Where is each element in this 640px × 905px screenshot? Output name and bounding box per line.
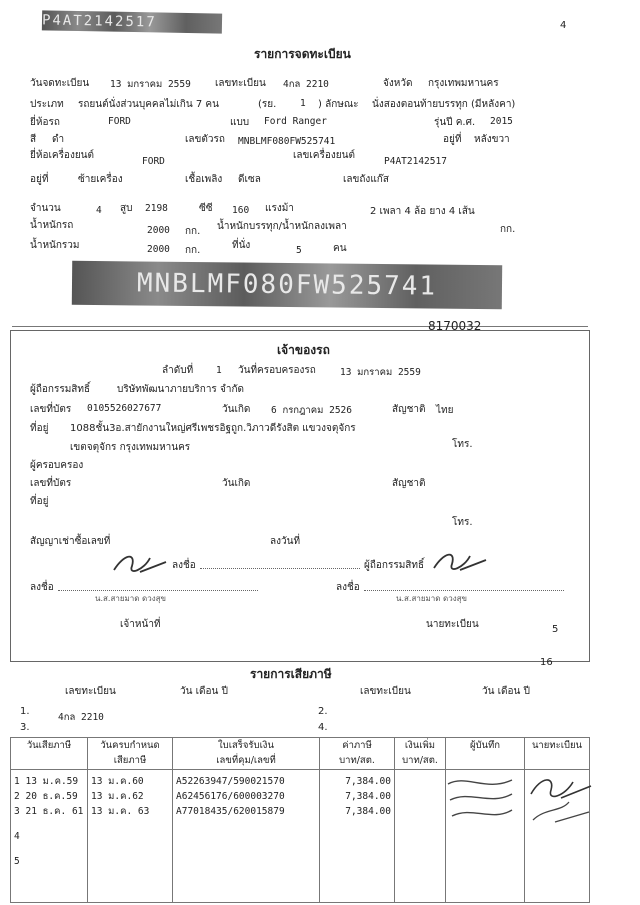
recorder-stamps: [446, 772, 516, 832]
tax-header-amount: ค่าภาษี บาท/สต.: [320, 738, 395, 770]
mark-5: 5: [552, 624, 559, 635]
sign-line-1: [200, 568, 360, 569]
sign-label-2: ลงชื่อ: [30, 582, 54, 593]
owner-title: เจ้าของรถ: [277, 343, 330, 357]
tax-row-1-due: 13 ม.ค.60: [91, 776, 144, 787]
color: ดำ: [52, 134, 65, 145]
gross-kg: กก.: [185, 245, 201, 256]
tax-header-recorder: ผู้บันทึก: [446, 738, 525, 770]
owner-frame: [10, 330, 590, 662]
tax-title: รายการเสียภาษี: [250, 667, 332, 681]
type-label: ประเภท: [30, 99, 64, 110]
reg-date-label: วันจดทะเบียน: [30, 78, 90, 89]
cc: 2198: [145, 203, 168, 214]
address-line-1: 1088ชั้น3อ.สายักงานใหญ่ศรีเพชรอิฐถูก.วิภาวดีรังสิต แขวงจตุจักร: [70, 423, 356, 434]
year-label: รุ่นปี ค.ศ.: [434, 117, 476, 128]
sign-label-1: ลงชื่อ: [172, 560, 196, 571]
tax-row-2-paid: 2 20 ธ.ค.59: [14, 791, 78, 802]
brand-label: ยี่ห้อรถ: [30, 117, 60, 128]
tax-date-label-2: วัน เดือน ปี: [482, 686, 530, 697]
possessor-label: ผู้ครอบครอง: [30, 460, 84, 471]
engine-loc: ซ้ายเครื่อง: [78, 174, 123, 185]
engine-no: P4AT2142517: [384, 156, 447, 167]
tax-row-1-paid: 1 13 ม.ค.59: [14, 776, 79, 787]
registrar-name: น.ส.สายมาด ดวงสุข: [396, 594, 467, 603]
holder-signature: [430, 546, 490, 576]
tax-list-n-2: 2.: [318, 706, 328, 717]
engine-no-label: เลขเครื่องยนต์: [293, 150, 355, 161]
officer-role: เจ้าหน้าที่: [120, 619, 161, 630]
model-label: แบบ: [230, 117, 250, 128]
qty-label: จำนวน: [30, 203, 61, 214]
nation: ไทย: [436, 405, 454, 416]
section-divider: [12, 326, 588, 327]
tax-row-2-amount: 7,384.00: [345, 791, 391, 802]
seats: 5: [296, 245, 302, 256]
nation-label: สัญชาติ: [392, 404, 426, 415]
birth: 6 กรกฎาคม 2526: [271, 405, 352, 416]
cylinders: 4: [96, 205, 102, 216]
sign-holder-label: ผู้ถือกรรมสิทธิ์: [364, 560, 425, 571]
tax-row-1-amount: 7,384.00: [345, 776, 391, 787]
id-label: เลขที่บัตร: [30, 404, 72, 415]
weight-label: น้ำหนักรถ: [30, 220, 74, 231]
province: กรุงเทพมหานคร: [428, 78, 499, 89]
vehicle-type: รถยนต์นั่งส่วนบุคคลไม่เกิน 7 คน: [78, 99, 219, 110]
province-label: จังหวัด: [383, 78, 413, 89]
cc-label: ซีซี: [199, 203, 213, 214]
chassis-loc: หลังขวา: [474, 134, 510, 145]
holder-label: ผู้ถือกรรมสิทธิ์: [30, 384, 91, 395]
engine-loc-label: อยู่ที่: [30, 174, 49, 185]
address-line-2: เขตจตุจักร กรุงเทพมหานคร: [70, 442, 191, 453]
cyl-label: สูบ: [120, 203, 133, 214]
officer-signature: [110, 548, 170, 578]
engine-brand-label: ยี่ห้อเครื่องยนต์: [30, 150, 95, 161]
tax-row-2-receipt: A62456176/600003270: [176, 791, 285, 802]
engine-number-stamp: P4AT2142517: [42, 10, 222, 33]
gas-label: เลขถังแก๊ส: [343, 174, 389, 185]
tax-list-n-1: 1.: [20, 706, 30, 717]
tax-reg-no-label-2: เลขทะเบียน: [360, 686, 411, 697]
wheels: 2 เพลา 4 ล้อ ยาง 4 เส้น: [370, 206, 475, 217]
tax-list-n-4: 4.: [318, 722, 328, 733]
tax-row-5-n: 5: [14, 856, 20, 867]
seq: 1: [216, 365, 222, 376]
tax-row-3-amount: 7,384.00: [345, 806, 391, 817]
own-date: 13 มกราคม 2559: [340, 367, 421, 378]
birth2-label: วันเกิด: [222, 478, 251, 489]
tax-row-2-due: 13 ม.ค.62: [91, 791, 144, 802]
load-kg: กก.: [500, 224, 516, 235]
vehicle-style: นั่งสองตอนท้ายบรรทุก (มีหลังคา): [372, 99, 516, 110]
chassis-label: เลขตัวรถ: [185, 134, 225, 145]
tax-list-reg-1: 4กล 2210: [58, 712, 104, 723]
id-number: 0105526027677: [87, 403, 162, 414]
tax-row-3-due: 13 ม.ค. 63: [91, 806, 150, 817]
tax-reg-no-label-1: เลขทะเบียน: [65, 686, 116, 697]
registration-title: รายการจดทะเบียน: [254, 47, 351, 61]
chassis-loc-label: อยู่ที่: [443, 134, 462, 145]
weight: 2000: [147, 225, 170, 236]
birth-label: วันเกิด: [222, 404, 251, 415]
addr-label: ที่อยู่: [30, 423, 49, 434]
tax-body: [11, 770, 590, 903]
addr2-label: ที่อยู่: [30, 496, 49, 507]
mark-16: 16: [540, 657, 553, 668]
id2-label: เลขที่บัตร: [30, 478, 72, 489]
sign-line-3: [364, 590, 564, 591]
reg-no-label: เลขทะเบียน: [215, 78, 266, 89]
tax-row-1-receipt: A52263947/590021570: [176, 776, 285, 787]
code: 1: [300, 98, 306, 109]
tel2-label: โทร.: [452, 517, 473, 528]
page-number: 4: [560, 20, 567, 31]
registrar-signatures: [525, 772, 595, 832]
model: Ford Ranger: [264, 116, 327, 127]
tax-row-3-receipt: A77018435/620015879: [176, 806, 285, 817]
tel-label: โทร.: [452, 439, 473, 450]
tax-header-paid: วันเสียภาษี: [11, 738, 88, 770]
seats-label: ที่นั่ง: [232, 240, 251, 251]
year: 2015: [490, 116, 513, 127]
registrar-role: นายทะเบียน: [426, 619, 479, 630]
fuel-label: เชื้อเพลิง: [185, 174, 223, 185]
holder: บริษัทพัฒนาภายบริการ จำกัด: [117, 384, 245, 395]
ref-number: 8170032: [428, 319, 482, 333]
tax-header-receipt: ใบเสร็จรับเงิน เลขที่คุม/เลขที่: [173, 738, 320, 770]
officer-name: น.ส.สายมาด ดวงสุข: [95, 594, 166, 603]
reg-date: 13 มกราคม 2559: [110, 79, 191, 90]
load-label: น้ำหนักบรรทุก/น้ำหนักลงเพลา: [217, 221, 347, 232]
tax-row-3-paid: 3 21 ธ.ค. 61: [14, 806, 84, 817]
gross-label: น้ำหนักรวม: [30, 240, 80, 251]
gross: 2000: [147, 244, 170, 255]
tax-header-row: [11, 738, 590, 770]
tax-row-4-n: 4: [14, 831, 20, 842]
code-label: (รย.: [258, 99, 277, 110]
contract-label: สัญญาเช่าซื้อเลขที่: [30, 536, 111, 547]
reg-no: 4กล 2210: [283, 79, 329, 90]
contract-date-label: ลงวันที่: [270, 536, 301, 547]
tax-table: [10, 737, 590, 903]
sign-label-3: ลงชื่อ: [336, 582, 360, 593]
nation2-label: สัญชาติ: [392, 478, 426, 489]
weight-kg: กก.: [185, 226, 201, 237]
chassis: MNBLMF080FW525741: [238, 136, 336, 147]
tax-date-label-1: วัน เดือน ปี: [180, 686, 228, 697]
sign-line-2: [58, 590, 258, 591]
hp: 160: [232, 205, 250, 216]
tax-list-n-3: 3.: [20, 722, 30, 733]
chassis-rubbing: MNBLMF080FW525741: [72, 261, 502, 310]
color-label: สี: [30, 134, 37, 145]
tax-header-due: วันครบกำหนด เสียภาษี: [88, 738, 173, 770]
seq-label: ลำดับที่: [162, 365, 194, 376]
tax-header-surcharge: เงินเพิ่ม บาท/สต.: [395, 738, 446, 770]
persons-label: คน: [333, 243, 347, 254]
style-label: ) ลักษณะ: [318, 99, 359, 110]
brand: FORD: [108, 116, 131, 127]
engine-brand: FORD: [142, 156, 165, 167]
tax-header-registrar: นายทะเบียน: [525, 738, 590, 770]
fuel: ดีเซล: [238, 174, 261, 185]
own-date-label: วันที่ครอบครองรถ: [238, 365, 316, 376]
hp-label: แรงม้า: [265, 203, 294, 214]
